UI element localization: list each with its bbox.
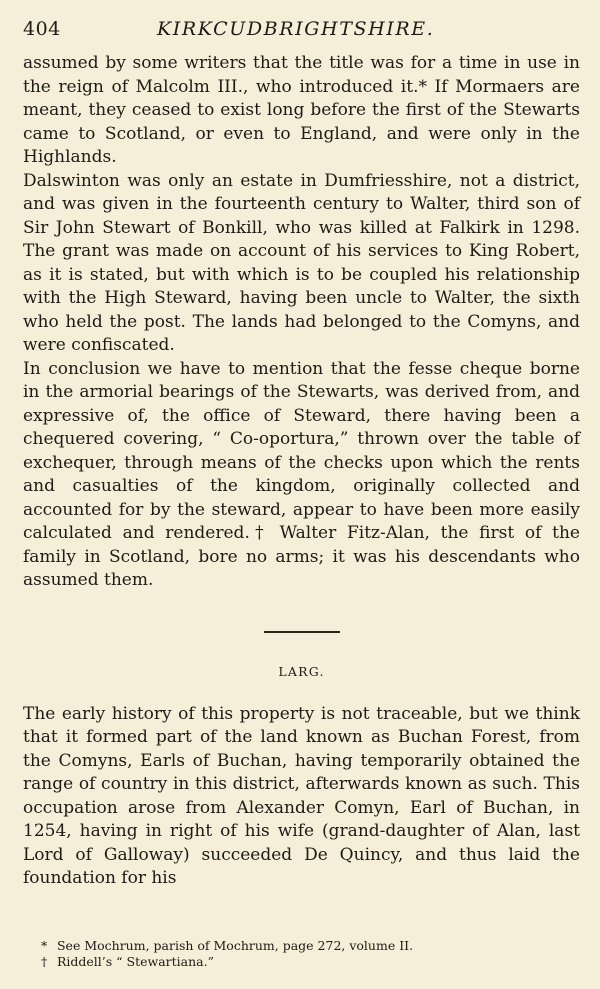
running-head: KIRKCUDBRIGHTSHIRE. (157, 18, 435, 40)
footnote-mark: † (41, 954, 48, 969)
footnote-mark: * (41, 938, 48, 953)
footnote-text: Riddell’s “ Stewartiana.” (56, 954, 214, 969)
paragraph-dalswinton: Dalswinton was only an estate in Dumfriesshire, not a district, and was given in the fourteenth century to Walter, third son of Sir John Stewart of Bonkill, who was killed at Falkirk in 1298. The grant was made on account of his services to King Robert, as it is stated, but with which is to be coupled his relationship with the High Steward, having been uncle to Walter, the sixth who held the post. The lands had belonged to the Comyns, and were confiscated. (23, 170, 580, 355)
paragraph-continued: assumed by some writers that the title was for a time in use in the reign of Malcolm III., who introduced it.* If Mormaers are meant, they ceased to exist long before the first of the Stewarts came to Scotland, or even to England, and were only in the Highlands. (23, 53, 580, 167)
paragraph-conclusion: In conclusion we have to mention that the fesse cheque borne in the armorial bearings of the Stewarts, was derived from, and expressive of, the office of Steward, there having been a chequered covering, “ Co-oportura,” thrown over the table of exchequer, through means of the checks upon which the rents and casualties of the kingdom, originally collected and accounted for by the steward, appear to have been more easily calculated and rendered.† Walter Fitz-Alan, the first of the family in Scotland, bore no arms; it was his descendants who assumed them. (23, 358, 580, 590)
section-divider (264, 631, 340, 633)
page-number: 404 (23, 18, 61, 40)
footnote-item (23, 938, 580, 954)
footnote-text: See Mochrum, parish of Mochrum, page 272, volume II. (56, 938, 414, 953)
section-title: LARG. (278, 663, 325, 679)
footnotes (23, 938, 580, 970)
page-body (23, 52, 580, 891)
footnote-item (23, 954, 580, 970)
page-header (23, 18, 580, 52)
paragraph-larg: The early history of this property is not traceable, but we think that it formed part of the land known as Buchan Forest, from the Comyns, Earls of Buchan, having temporarily obtained the range of country in this district, afterwards known as such. This occupation arose from Alexander Comyn, Earl of Buchan, in 1254, having in right of his wife (grand-daughter of Alan, last Lord of Galloway) succeeded De Quincy, and thus laid the foundation for his (23, 703, 580, 888)
